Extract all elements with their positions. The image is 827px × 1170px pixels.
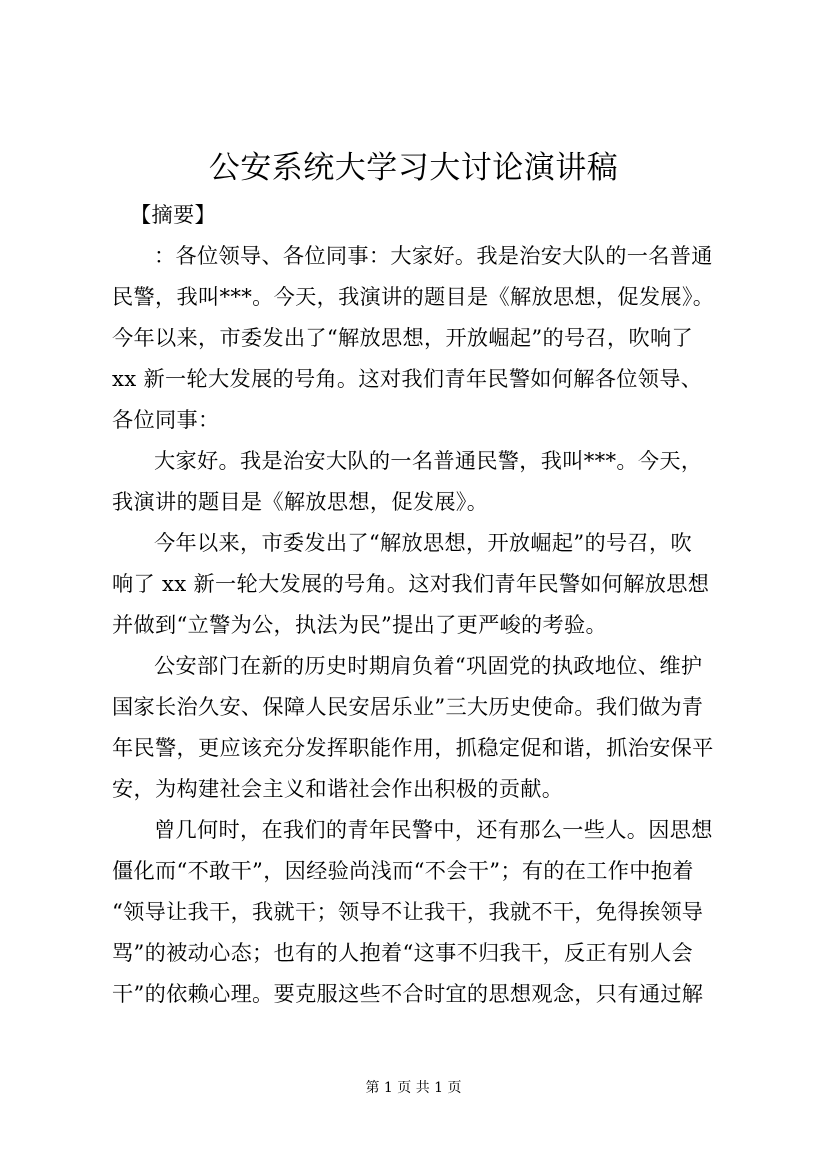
paragraph-line: xx 新一轮大发展的号角。这对我们青年民警如何解各位领导、 (112, 366, 703, 391)
paragraph-line: 干”的依赖心理。要克服这些不合时宜的思想观念，只有通过解 (112, 981, 704, 1006)
paragraph-line: ：各位领导、各位同事：大家好。我是治安大队的一名普通 (154, 243, 713, 268)
paragraph-line: 民警，我叫***。今天，我演讲的题目是《解放思想，促发展》。 (112, 284, 715, 309)
document-body (112, 194, 722, 1014)
paragraph-line: 并做到“立警为公，执法为民”提出了更严峻的考验。 (112, 612, 607, 637)
paragraph-line: 我演讲的题目是《解放思想，促发展》。 (112, 489, 489, 514)
paragraph-line: 国家长治久安、保障人民安居乐业”三大历史使命。我们做为青 (112, 694, 704, 719)
abstract-label: 【摘要】 (130, 202, 216, 227)
paragraph-line: 今年以来，市委发出了“解放思想，开放崛起”的号召，吹响了 (112, 325, 693, 350)
paragraph-line: 公安部门在新的历史时期肩负着“巩固党的执政地位、维护 (154, 653, 703, 678)
paragraph-line: 响了 xx 新一轮大发展的号角。这对我们青年民警如何解放思想 (112, 571, 710, 596)
paragraph-line: 大家好。我是治安大队的一名普通民警，我叫***。今天， (154, 448, 703, 473)
paragraph-line: 骂”的被动心态；也有的人抱着“这事不归我干，反正有别人会 (112, 940, 693, 965)
paragraph-line: 各位同事： (112, 407, 220, 432)
paragraph-line: 年民警，更应该充分发挥职能作用，抓稳定促和谐，抓治安保平 (112, 735, 714, 760)
paragraph-line: 今年以来，市委发出了“解放思想，开放崛起”的号召，吹 (154, 530, 692, 555)
paragraph-line: “领导让我干，我就干；领导不让我干，我就不干，免得挨领导 (112, 899, 704, 924)
paragraph-line: 僵化而“不敢干”，因经验尚浅而“不会干”；有的在工作中抱着 (112, 858, 694, 883)
page-footer: 第 1 页 共 1 页 (365, 1080, 462, 1096)
document-title: 公安系统大学习大讨论演讲稿 (208, 150, 619, 186)
paragraph-line: 安，为构建社会主义和谐社会作出积极的贡献。 (112, 776, 564, 801)
paragraph-line: 曾几何时，在我们的青年民警中，还有那么一些人。因思想 (154, 817, 713, 842)
